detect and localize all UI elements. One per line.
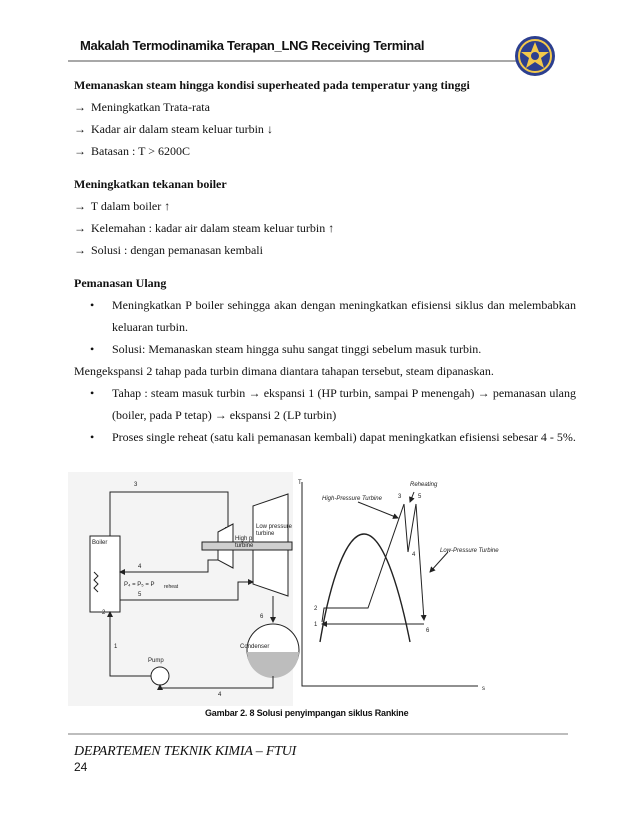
state-label: 6: [426, 628, 430, 634]
ts-axes: [302, 482, 478, 686]
arrow-up-icon: ↑: [164, 199, 171, 213]
reheat-schematic: [68, 472, 299, 706]
state-label: 4: [412, 552, 416, 558]
page-body: [74, 74, 576, 448]
boiler-box: [90, 536, 120, 612]
state-label: 6: [260, 614, 264, 620]
state-label: 1: [314, 622, 318, 628]
hp-pointer: [358, 502, 398, 518]
state-label: 3: [398, 494, 402, 500]
state-label: 4: [218, 692, 222, 698]
arrow-line: → T dalam boiler ↑: [74, 195, 576, 217]
footer-department: DEPARTEMEN TEKNIK KIMIA – FTUI: [74, 744, 297, 759]
reheat-line: [408, 504, 416, 552]
section-heading: Pemanasan Ulang: [74, 276, 167, 290]
state-label: 1: [114, 644, 118, 650]
t-axis-label: T: [298, 480, 302, 486]
reheating-pointer: [410, 492, 414, 502]
arrow-right-icon: →: [74, 221, 86, 235]
footer-divider: [68, 733, 568, 735]
pressure-subscript: reheat: [164, 584, 179, 590]
lp-pointer: [430, 552, 448, 572]
state-label: 4: [138, 564, 142, 570]
saturation-dome: [320, 534, 410, 642]
arrow-right-icon: →: [74, 199, 86, 213]
pressure-equation: P₄ = P₅ = P: [124, 582, 155, 588]
arrow-line: → Solusi : dengan pemanasan kembali: [74, 239, 576, 261]
lp-turbine-label: Low pressure: [256, 524, 293, 530]
arrow-line: → Meningkatkan Trata-rata: [74, 96, 576, 118]
rankine-reheat-figure: [68, 472, 576, 706]
lp-turbine-curve-label: Low-Pressure Turbine: [440, 548, 499, 554]
section-heading: Memanaskan steam hingga kondisi superheated pada temperatur yang tinggi: [74, 78, 470, 92]
s-axis-label: s: [482, 686, 485, 692]
page-number: 24: [74, 760, 88, 774]
state-label: 5: [418, 494, 422, 500]
hp-expansion: [404, 504, 408, 552]
pump-label: Pump: [148, 658, 164, 664]
hp-turbine-label: High p: [235, 536, 253, 542]
bullet-list: [74, 382, 576, 448]
boiler-label: Boiler: [92, 540, 108, 546]
arrow-line: → Kelemahan : kadar air dalam steam keluar turbin ↑: [74, 217, 576, 239]
reheating-label: Reheating: [410, 482, 438, 488]
arrow-right-icon: →: [74, 100, 86, 114]
state-label: 2: [314, 606, 318, 612]
pump: [151, 667, 169, 685]
header-title: Makalah Termodinamika Terapan_LNG Receiving Terminal: [80, 38, 425, 53]
arrow-right-icon: →: [74, 122, 86, 136]
list-item: • Solusi: Memanaskan steam hingga suhu sangat tinggi sebelum masuk turbin.: [74, 338, 576, 360]
cycle-path-a: [322, 504, 404, 622]
arrow-up-icon: ↑: [328, 221, 335, 235]
list-item: • Proses single reheat (satu kali pemanasan kembali) dapat meningkatkan efisiensi sebesar 4 - 5%.: [74, 426, 576, 448]
figure-caption: Gambar 2. 8 Solusi penyimpangan siklus Rankine: [205, 708, 409, 718]
list-item: • Tahap : steam masuk turbin → ekspansi 1 (HP turbin, sampai P menengah) → pemanasan ulang (boiler, pada P tetap) → ekspansi 2 (LP turbin): [74, 382, 576, 426]
list-item: • Meningkatkan P boiler sehingga akan dengan meningkatkan efisiensi siklus dan melembabkan keluaran turbin.: [74, 294, 576, 338]
hp-turbine-curve-label: High-Pressure Turbine: [322, 496, 382, 502]
state-label: 2: [102, 610, 106, 616]
arrow-line: → Batasan : T > 6200C: [74, 140, 576, 162]
arrow-line: → Kadar air dalam steam keluar turbin ↓: [74, 118, 576, 140]
paragraph: Mengekspansi 2 tahap pada turbin dimana diantara tahapan tersebut, steam dipanaskan.: [74, 364, 494, 378]
lp-expansion: [416, 504, 424, 620]
condenser-label: Condenser: [240, 644, 270, 650]
state-label: 3: [134, 482, 138, 488]
state-label: 5: [138, 592, 142, 598]
arrow-right-icon: →: [74, 144, 86, 158]
university-logo-icon: [512, 34, 558, 78]
arrow-down-icon: ↓: [266, 122, 273, 136]
ts-diagram: [302, 482, 478, 686]
section-heading: Meningkatkan tekanan boiler: [74, 177, 227, 191]
hp-turbine-label: turbine: [235, 543, 254, 549]
header-divider: [68, 60, 516, 62]
lp-turbine-label: turbine: [256, 531, 275, 537]
bullet-list: [74, 294, 576, 360]
arrow-right-icon: →: [74, 243, 86, 257]
